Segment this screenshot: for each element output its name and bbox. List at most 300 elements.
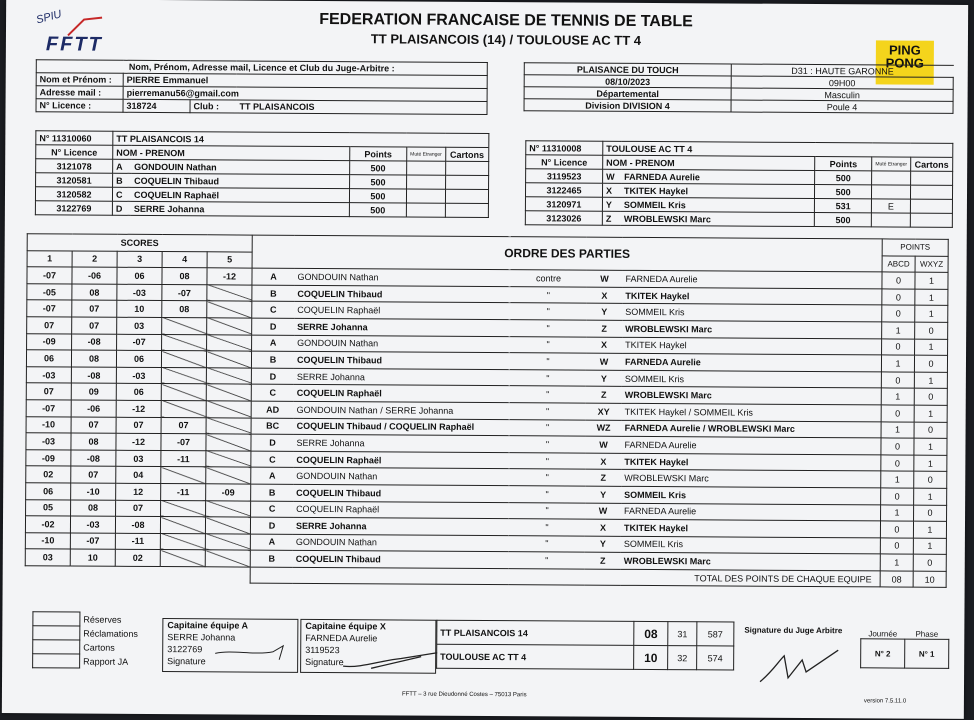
set-score: -11 (161, 450, 206, 467)
player-mute (872, 185, 911, 199)
result-a-team: TT PLAISANCOIS 14 (437, 620, 634, 645)
points-abcd: 1 (882, 322, 915, 339)
player-cartons (445, 189, 488, 203)
team-x-number: N° 11310008 (526, 141, 603, 155)
player-x-letter: XY (586, 403, 622, 420)
player-a-name: COQUELIN Thibaud (293, 484, 509, 502)
captain-a-box (162, 618, 298, 673)
set-score: 09 (71, 383, 116, 400)
total-label: TOTAL DES POINTS DE CHAQUE EQUIPE (250, 567, 880, 587)
contre-text: " (509, 519, 585, 536)
set-score: 08 (162, 301, 207, 318)
set-score: -03 (26, 366, 71, 383)
abcd-header: ABCD (882, 256, 915, 273)
points-abcd: 0 (881, 372, 914, 389)
set-score (161, 400, 206, 417)
player-name: COQUELIN Thibaud (131, 173, 350, 188)
page-title: FEDERATION FRANCAISE DE TENNIS DE TABLE (319, 10, 693, 31)
set-score (205, 533, 250, 550)
set-score (205, 550, 250, 567)
player-letter: D (112, 201, 131, 215)
set-score (206, 434, 251, 451)
set-score: 07 (72, 300, 117, 317)
reclamations-label: Réclamations (83, 628, 138, 639)
player-points: 500 (815, 171, 872, 185)
contre-text: " (509, 469, 585, 486)
player-x-name: TKITEK Haykel / SOMMEIL Kris (622, 403, 882, 421)
result-x-total: 574 (697, 646, 734, 670)
set-score (162, 317, 207, 334)
player-a-letter: AD (251, 401, 294, 418)
set-score: -03 (26, 433, 71, 450)
logo-text: FFTT (45, 33, 103, 56)
set-score: -10 (26, 416, 71, 433)
set-score: -07 (70, 533, 115, 550)
set-score (207, 285, 252, 302)
player-mute (407, 161, 446, 175)
contre-text: " (510, 403, 586, 420)
juge-club: TT PLAISANCOIS (236, 100, 487, 115)
juge-club-label: Club : (190, 100, 237, 113)
player-mute (406, 203, 445, 217)
set-score: -08 (71, 450, 116, 467)
player-x-letter: W (586, 353, 622, 370)
set-score: 06 (116, 384, 161, 401)
set-score: 07 (72, 317, 117, 334)
points-abcd: 0 (880, 521, 913, 538)
player-a-name: SERRE Johanna (293, 434, 509, 452)
player-mute (871, 213, 910, 227)
juge-licence: 318724 (123, 99, 190, 112)
set-score: 07 (71, 466, 116, 483)
captain-x-name: FARNEDA Aurelie (305, 632, 378, 644)
set-score: 06 (117, 267, 162, 284)
team-a-col-nom: NOM - PRENOM (113, 145, 350, 160)
player-cartons (445, 161, 488, 175)
captain-x-box (300, 619, 436, 674)
player-letter: B (113, 173, 132, 187)
contre-text: " (510, 369, 586, 386)
set-header-2: 2 (72, 251, 117, 268)
contre-text: " (509, 502, 585, 519)
captain-x-licence: 3119523 (305, 644, 340, 656)
captain-a-licence: 3122769 (167, 644, 203, 655)
contre-text: " (509, 552, 585, 569)
ordre-header: ORDRE DES PARTIES (252, 235, 882, 272)
captain-a-title: Capitaine équipe A (167, 620, 249, 631)
points-wxyz: 0 (914, 471, 947, 488)
team-a-col-cartons: Cartons (445, 147, 488, 161)
points-abcd: 0 (881, 438, 914, 455)
set-score (206, 351, 251, 368)
player-x-name: SOMMEIL Kris (622, 304, 882, 322)
set-score (206, 451, 251, 468)
set-score: -07 (27, 300, 72, 317)
match-info-table (524, 62, 954, 114)
results-table (436, 620, 734, 671)
scores-header: SCORES (27, 234, 252, 252)
player-licence: 3120582 (35, 187, 112, 201)
set-score: -09 (26, 449, 71, 466)
set-header-1: 1 (27, 250, 72, 267)
ping-text: PING (888, 42, 921, 58)
player-letter: X (602, 183, 621, 197)
player-a-name: GONDOUIN Nathan (294, 269, 510, 287)
contre-text: " (510, 353, 586, 370)
set-score: 05 (26, 499, 71, 516)
set-score (206, 384, 251, 401)
set-score: -05 (27, 283, 72, 300)
player-points: 500 (815, 185, 872, 199)
set-score: 08 (162, 268, 207, 285)
points-abcd: 1 (881, 471, 914, 488)
wxyz-header: WXYZ (915, 256, 948, 273)
player-cartons (910, 199, 952, 213)
result-a-score: 08 (634, 621, 668, 645)
contre-text: " (509, 535, 585, 552)
points-wxyz: 0 (914, 422, 947, 439)
set-score: -06 (71, 400, 116, 417)
result-x-score: 10 (634, 645, 668, 669)
player-x-letter: WZ (586, 420, 622, 437)
contre-text: " (509, 452, 585, 469)
points-wxyz: 1 (914, 372, 947, 389)
total-a: 08 (880, 571, 913, 588)
set-score: -12 (116, 400, 161, 417)
points-abcd: 0 (880, 538, 913, 555)
player-points: 531 (815, 199, 872, 213)
rapport-label: Rapport JA (83, 656, 129, 667)
points-abcd: 0 (882, 305, 915, 322)
set-score: -03 (116, 367, 161, 384)
parties-table (25, 233, 949, 588)
set-score: -09 (27, 333, 72, 350)
captain-a-signature-icon (213, 641, 293, 661)
player-x-name: SOMMEIL Kris (621, 486, 881, 504)
set-score: 12 (116, 483, 161, 500)
player-letter: A (113, 159, 132, 173)
points-wxyz: 0 (914, 505, 947, 522)
contre-text: " (509, 436, 585, 453)
player-a-name: COQUELIN Raphaël (294, 385, 510, 403)
player-a-name: COQUELIN Raphaël (293, 501, 509, 519)
captain-x-title: Capitaine équipe X (305, 620, 386, 632)
player-letter: Z (602, 211, 621, 225)
player-x-letter: Z (586, 320, 622, 337)
player-mute (872, 171, 911, 185)
team-x-name: TOULOUSE AC TT 4 (603, 141, 815, 156)
player-points: 500 (350, 161, 407, 175)
points-abcd: 1 (880, 554, 913, 571)
team-x-col-licence: N° Licence (526, 155, 603, 169)
set-score (207, 334, 252, 351)
player-licence: 3122465 (525, 183, 602, 197)
player-cartons (910, 213, 952, 227)
player-a-letter: B (251, 484, 294, 501)
set-score (160, 550, 205, 567)
juge-licence-label: N° Licence : (36, 99, 123, 113)
set-score: 10 (70, 549, 115, 566)
points-wxyz: 1 (915, 272, 948, 289)
player-a-letter: B (250, 550, 293, 567)
set-score: 06 (26, 350, 71, 367)
points-abcd: 1 (881, 504, 914, 521)
remarks-table (32, 611, 142, 669)
points-wxyz: 1 (914, 405, 947, 422)
points-abcd: 0 (881, 455, 914, 472)
set-header-5: 5 (207, 251, 252, 268)
set-score (206, 500, 251, 517)
juge-nom: PIERRE Emmanuel (123, 73, 487, 88)
player-a-letter: C (251, 451, 294, 468)
player-x-name: WROBLEWSKI Marc (622, 387, 882, 405)
set-score: 10 (117, 301, 162, 318)
points-abcd: 1 (881, 388, 914, 405)
player-cartons (910, 185, 952, 199)
result-a-total: 587 (697, 622, 734, 646)
team-a-player-row (35, 201, 488, 218)
set-score (161, 500, 206, 517)
set-score: -03 (117, 284, 162, 301)
juge-arbitre-table (35, 59, 487, 115)
set-score (162, 334, 207, 351)
player-name: SERRE Johanna (131, 201, 350, 216)
player-x-name: TKITEK Haykel (621, 519, 881, 537)
player-x-letter: Y (586, 370, 622, 387)
player-x-name: WROBLEWSKI Marc (621, 553, 881, 571)
points-wxyz: 1 (914, 438, 947, 455)
set-score (207, 301, 252, 318)
player-name: SOMMEIL Kris (621, 197, 815, 212)
player-x-letter: W (585, 436, 621, 453)
set-score: -07 (162, 284, 207, 301)
team-a-col-points: Points (350, 147, 407, 161)
player-a-letter: B (251, 351, 294, 368)
player-a-letter: A (251, 467, 294, 484)
set-score: -09 (206, 484, 251, 501)
player-x-letter: W (586, 270, 622, 287)
player-cartons (445, 175, 488, 189)
team-x-player-row (525, 211, 952, 228)
points-wxyz: 1 (914, 455, 947, 472)
points-abcd: 1 (881, 355, 914, 372)
contre-text: contre (510, 270, 586, 287)
player-points: 500 (349, 175, 406, 189)
set-score (207, 318, 252, 335)
set-score: -07 (117, 334, 162, 351)
set-header-4: 4 (162, 251, 207, 268)
result-a-points: 31 (668, 622, 697, 646)
set-score (161, 367, 206, 384)
page-subtitle: TT PLAISANCOIS (14) / TOULOUSE AC TT 4 (370, 31, 642, 48)
player-a-name: COQUELIN Thibaud / COQUELIN Raphaël (294, 418, 510, 436)
cartons-label: Cartons (83, 642, 115, 653)
set-score: 07 (116, 500, 161, 517)
match-lieu: PLAISANCE DU TOUCH (524, 63, 731, 76)
player-x-letter: X (585, 519, 621, 536)
player-x-letter: Y (585, 486, 621, 503)
player-cartons (445, 203, 488, 217)
player-x-name: FARNEDA Aurelie / WROBLEWSKI Marc (622, 420, 882, 438)
points-abcd: 1 (881, 421, 914, 438)
set-score: 03 (25, 549, 70, 566)
pong-text: PONG (885, 55, 925, 71)
set-score (206, 467, 251, 484)
player-name: FARNEDA Aurelie (621, 169, 815, 184)
set-score (205, 517, 250, 534)
match-sheet (2, 0, 968, 719)
player-x-name: FARNEDA Aurelie (622, 353, 882, 371)
player-name: COQUELIN Raphaël (131, 187, 350, 202)
set-score: 08 (72, 284, 117, 301)
contre-text: " (509, 486, 585, 503)
set-score (160, 533, 205, 550)
juge-mail: pierremanu56@gmail.com (123, 86, 487, 101)
player-a-letter: BC (251, 418, 294, 435)
player-x-letter: Z (586, 386, 622, 403)
contre-text: " (510, 303, 586, 320)
set-score: 07 (26, 383, 71, 400)
player-mute: E (872, 199, 911, 213)
points-wxyz: 1 (915, 339, 948, 356)
set-score: -07 (27, 267, 72, 284)
captain-x-signature-label: Signature (305, 656, 344, 668)
set-score: 07 (116, 417, 161, 434)
set-score: 07 (27, 317, 72, 334)
player-x-name: SOMMEIL Kris (622, 370, 882, 388)
points-abcd: 0 (881, 488, 914, 505)
points-header: POINTS (882, 239, 948, 256)
set-score (206, 401, 251, 418)
set-score: -12 (207, 268, 252, 285)
player-x-name: WROBLEWSKI Marc (621, 470, 881, 488)
match-niveau: Départemental (524, 87, 731, 100)
set-score: -10 (25, 532, 70, 549)
match-division: Division DIVISION 4 (524, 99, 731, 112)
logo-small-text: SPIU (34, 8, 63, 27)
points-wxyz: 1 (915, 305, 948, 322)
points-wxyz: 1 (914, 488, 947, 505)
fftt-logo (30, 9, 120, 58)
juge-signature-icon (754, 642, 844, 689)
player-x-letter: W (585, 503, 621, 520)
player-x-letter: X (586, 287, 622, 304)
player-a-name: COQUELIN Raphaël (293, 451, 509, 469)
set-score: 04 (116, 467, 161, 484)
points-abcd: 0 (882, 289, 915, 306)
version-text: version 7.5.11.0 (863, 698, 907, 705)
team-a-number: N° 11310060 (36, 131, 113, 145)
set-score: 07 (71, 417, 116, 434)
player-a-letter: B (252, 285, 295, 302)
set-score (161, 384, 206, 401)
phase-label: Phase (915, 629, 939, 639)
set-score: 02 (115, 550, 160, 567)
total-x: 10 (913, 571, 946, 588)
player-mute (406, 189, 445, 203)
journee-label: Journée (868, 628, 898, 639)
points-wxyz: 0 (913, 554, 946, 571)
contre-text: " (510, 336, 586, 353)
set-score: -02 (25, 516, 70, 533)
set-score: 06 (26, 483, 71, 500)
captain-a-signature-label: Signature (167, 656, 206, 667)
player-x-letter: Z (585, 552, 621, 569)
points-wxyz: 0 (915, 322, 948, 339)
set-score: 03 (116, 450, 161, 467)
captain-a-name: SERRE Johanna (167, 632, 236, 643)
set-score: 08 (71, 499, 116, 516)
points-wxyz: 0 (914, 388, 947, 405)
set-score: -11 (161, 483, 206, 500)
player-mute (406, 175, 445, 189)
team-a-col-licence: N° Licence (36, 145, 113, 159)
set-score: -07 (161, 434, 206, 451)
player-a-name: GONDOUIN Nathan (293, 468, 509, 486)
player-a-letter: C (251, 501, 294, 518)
contre-text: " (510, 286, 586, 303)
match-heure: 09H00 (731, 76, 953, 89)
player-a-name: COQUELIN Raphaël (294, 302, 510, 320)
set-score (160, 517, 205, 534)
player-x-name: TKITEK Haykel (621, 453, 881, 471)
set-score: -11 (115, 533, 160, 550)
team-x-col-nom: NOM - PRENOM (603, 155, 815, 170)
set-score: 03 (117, 317, 162, 334)
points-wxyz: 0 (914, 355, 947, 372)
contre-text: " (510, 419, 586, 436)
player-licence: 3119523 (526, 169, 603, 183)
player-a-name: SERRE Johanna (293, 517, 509, 535)
player-licence: 3122769 (35, 201, 112, 215)
player-x-letter: Z (585, 469, 621, 486)
player-a-name: GONDOUIN Nathan / SERRE Johanna (294, 401, 510, 419)
reserves-label: Réserves (83, 614, 122, 625)
set-score (206, 417, 251, 434)
team-x-col-cartons: Cartons (910, 157, 952, 171)
player-letter: Y (602, 197, 621, 211)
phase-value: N° 1 (905, 639, 949, 668)
player-x-letter: Y (586, 303, 622, 320)
player-points: 500 (349, 203, 406, 217)
player-a-letter: A (252, 268, 295, 285)
set-score: -10 (71, 483, 116, 500)
player-a-letter: D (250, 517, 293, 534)
player-name: WROBLEWSKI Marc (621, 211, 815, 226)
player-x-letter: X (585, 453, 621, 470)
points-wxyz: 1 (913, 521, 946, 538)
set-score (161, 351, 206, 368)
player-x-name: WROBLEWSKI Marc (622, 320, 882, 338)
player-a-name: SERRE Johanna (294, 368, 510, 386)
player-a-letter: D (251, 434, 294, 451)
captain-x-signature-icon (341, 646, 441, 673)
player-a-letter: A (250, 534, 293, 551)
player-x-name: TKITEK Haykel (622, 337, 882, 355)
player-licence: 3120581 (36, 173, 113, 187)
player-a-letter: C (252, 301, 295, 318)
player-a-name: COQUELIN Thibaud (293, 551, 509, 569)
player-x-name: FARNEDA Aurelie (621, 503, 881, 521)
match-date: 08/10/2023 (524, 75, 731, 88)
set-score: -03 (70, 516, 115, 533)
team-a-name: TT PLAISANCOIS 14 (113, 131, 350, 146)
juge-mail-label: Adresse mail : (36, 86, 123, 100)
footer-address: FFTT – 3 rue Dieudonné Costes – 75013 Paris (401, 691, 527, 699)
points-abcd: 0 (881, 405, 914, 422)
juge-nom-label: Nom et Prénom : (36, 73, 123, 87)
set-score (161, 467, 206, 484)
